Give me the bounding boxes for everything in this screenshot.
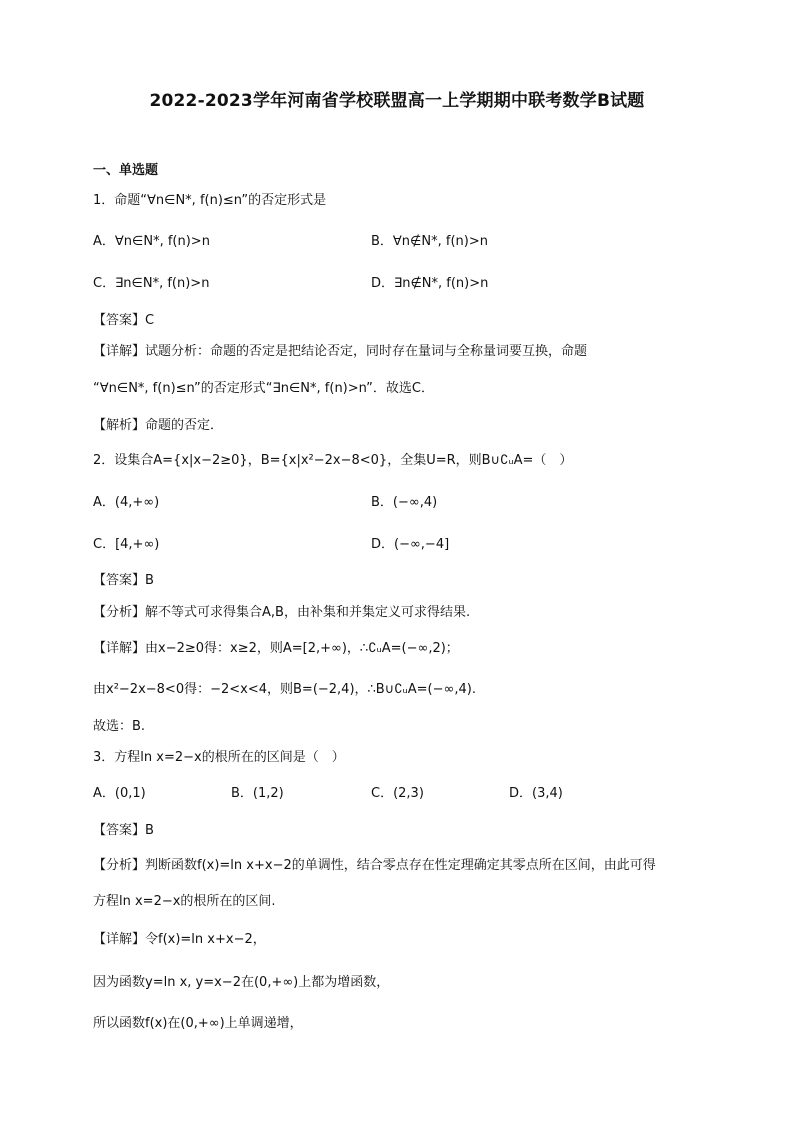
q1-detail-line2: “∀n∈N*, f(n)≤n”的否定形式“∃n∈N*, f(n)>n”．故选C． (93, 381, 434, 396)
q2-option-c: C．[4,+∞) (93, 537, 160, 552)
q3-option-a: A．(0,1) (93, 786, 146, 801)
q1-option-d: D．∃n∉N*, f(n)>n (371, 276, 489, 291)
q2-option-b: B．(−∞,4) (371, 495, 438, 510)
q2-analysis: 【分析】解不等式可求得集合A,B，由补集和并集定义可求得结果. (93, 605, 471, 620)
q1-option-b: B．∀n∉N*, f(n)>n (371, 234, 488, 249)
q1-answer: 【答案】C (93, 313, 155, 328)
q3-detail-line3: 所以函数f(x)在(0,+∞)上单调递增， (93, 1016, 303, 1031)
q2-option-a: A．(4,+∞) (93, 495, 160, 510)
q3-analysis-line1: 【分析】判断函数f(x)=ln x+x−2的单调性，结合零点存在性定理确定其零点所在区间，由此可得 (93, 858, 656, 873)
q1-stem: 1．命题“∀n∈N*, f(n)≤n”的否定形式是 (93, 193, 327, 208)
q1-analysis: 【解析】命题的否定． (93, 418, 224, 433)
q2-option-d: D．(−∞,−4] (371, 537, 450, 552)
q3-answer: 【答案】B (93, 823, 154, 838)
page-title: 2022-2023学年河南省学校联盟高一上学期期中联考数学B试题 (149, 91, 645, 111)
q3-analysis-line2: 方程ln x=2−x的根所在的区间. (93, 894, 276, 909)
q2-detail-line1: 【详解】由x−2≥0得：x≥2，则A=[2,+∞)，∴∁ᵤA=(−∞,2)； (93, 641, 459, 656)
q2-detail-line2: 由x²−2x−8<0得：−2<x<4，则B=(−2,4)，∴B∪∁ᵤA=(−∞,4). (93, 682, 476, 697)
q2-stem: 2．设集合A={x|x−2≥0}，B={x|x²−2x−8<0}，全集U=R，则B∪∁ᵤA=（ ） (93, 453, 573, 468)
q3-option-d: D．(3,4) (509, 786, 563, 801)
section-heading: 一、单选题 (93, 163, 159, 178)
q3-option-b: B．(1,2) (231, 786, 284, 801)
q1-option-c: C．∃n∈N*, f(n)>n (93, 276, 210, 291)
q1-detail-line1: 【详解】试题分析：命题的否定是把结论否定，同时存在量词与全称量词要互换，命题 (93, 344, 588, 359)
q3-option-c: C．(2,3) (371, 786, 424, 801)
q3-stem: 3．方程ln x=2−x的根所在的区间是（ ） (93, 750, 345, 765)
q3-detail-line1: 【详解】令f(x)=ln x+x−2， (93, 932, 266, 947)
q3-detail-line2: 因为函数y=ln x, y=x−2在(0,+∞)上都为增函数， (93, 975, 390, 990)
q2-choice: 故选：B. (93, 719, 146, 734)
q1-option-a: A．∀n∈N*, f(n)>n (93, 234, 210, 249)
q2-answer: 【答案】B (93, 573, 154, 588)
